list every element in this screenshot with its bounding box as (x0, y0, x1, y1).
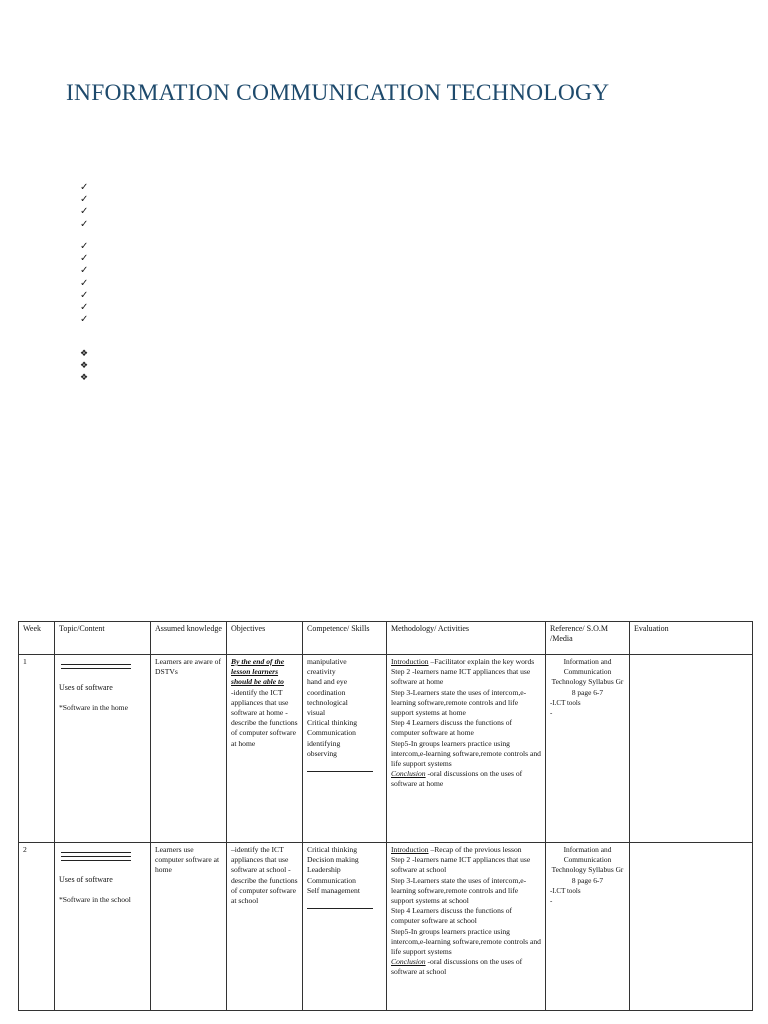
week-cell: 1 (19, 655, 55, 843)
conclusion-text: -oral discussions on the uses of software at school (391, 957, 523, 977)
skill-item: visual (307, 708, 326, 718)
checkmark-list-2 (80, 241, 88, 326)
step-label: Step5 (391, 926, 409, 936)
skill-item: Leadership (307, 865, 341, 875)
check-icon: ✓ (80, 253, 89, 265)
intro-label: Introduction (391, 845, 429, 854)
skill-item: creativity (307, 667, 336, 677)
table-row (19, 843, 753, 1011)
skill-item: Critical thinking (307, 845, 357, 854)
topic-subtitle: *Software in the school (59, 895, 131, 905)
header-assumed-knowledge: Assumed knowledge (151, 622, 227, 655)
header-evaluation: Evaluation (630, 622, 753, 655)
intro-text: –Recap of the previous lesson (428, 845, 522, 854)
step-text: -In groups learners practice using intercom,e-learning software,remote controls and life support systems (391, 738, 541, 769)
intro-label: Introduction (391, 657, 429, 666)
step-label: Step 3 (391, 687, 411, 697)
objectives-cell: –identify the ICT appliances that use software at school -describe the functions of computer software at school (227, 843, 303, 1011)
skill-item: hand and eye coordination (307, 677, 348, 697)
check-icon: ✓ (80, 218, 89, 230)
reference-cell (546, 843, 630, 1011)
diamond-bullet-icon: ❖ (80, 348, 89, 358)
step-text: Learners discuss the functions of computer software at home (391, 718, 513, 738)
divider-line (307, 908, 373, 909)
topic-subtitle: *Software in the home (59, 703, 128, 713)
skills-cell (303, 843, 387, 1011)
header-topic: Topic/Content (55, 622, 151, 655)
step-label: Step 3 (391, 875, 411, 885)
check-icon: ✓ (80, 265, 89, 277)
step-text: -learners name ICT appliances that use software at home (391, 667, 531, 687)
step-label: Step 4 (391, 906, 411, 916)
table-row (19, 655, 753, 843)
step-text: -In groups learners practice using intercom,e-learning software,remote controls and life support systems (391, 926, 541, 957)
objectives-text: -identify the ICT appliances that use software at home -describe the functions of computer software at home (231, 687, 298, 748)
step-label: Step 4 (391, 718, 411, 728)
step-label: Step5 (391, 738, 409, 748)
skill-item: Critical thinking (307, 718, 357, 728)
divider-line (307, 771, 373, 772)
step-label: Step 2 (391, 667, 411, 677)
methodology-cell (387, 655, 546, 843)
evaluation-cell (630, 843, 753, 1011)
reference-text: Information and Communication Technology Syllabus Gr 8 page 6-7 (551, 657, 624, 697)
conclusion-label: Conclusion (391, 769, 426, 779)
underline-rules (61, 852, 146, 861)
header-week: Week (19, 622, 55, 655)
diamond-bullet-icon: ❖ (80, 360, 89, 371)
reference-dash: - (550, 709, 553, 718)
check-icon: ✓ (80, 241, 89, 252)
scheme-of-work-table (18, 621, 753, 1011)
header-methodology: Methodology/ Activities (387, 622, 546, 655)
skill-item: Self management (307, 885, 360, 895)
topic-title: Uses of software (59, 875, 113, 884)
skill-item: identifying (307, 738, 341, 748)
step-text: Learners discuss the functions of computer software at school (391, 906, 513, 926)
reference-cell (546, 655, 630, 843)
reference-text: Information and Communication Technology Syllabus Gr 8 page 6-7 (551, 845, 624, 885)
skill-item: observing (307, 748, 337, 758)
step-text: -learners name ICT appliances that use software at school (391, 855, 531, 875)
skill-item: manipulative (307, 657, 347, 666)
check-icon: ✓ (80, 289, 89, 301)
topic-cell (55, 655, 151, 843)
check-icon: ✓ (80, 301, 89, 313)
underline-rules (61, 664, 146, 669)
skills-cell (303, 655, 387, 843)
step-text: -Learners state the uses of intercom,e-learning software,remote controls and life support systems at school (391, 875, 527, 906)
intro-text: –Facilitator explain the key words (428, 657, 535, 666)
objectives-heading: By the end of the lesson learners should be able to (231, 657, 285, 687)
skill-item: technological (307, 697, 348, 707)
skill-item: Decision making (307, 855, 359, 865)
reference-dash: - (550, 897, 553, 906)
check-icon: ✓ (80, 182, 89, 193)
header-reference: Reference/ S.O.M /Media (546, 622, 630, 655)
header-competence: Competence/ Skills (303, 622, 387, 655)
diamond-bullet-list (80, 347, 88, 384)
conclusion-text: -oral discussions on the uses of software at home (391, 769, 523, 789)
header-objectives: Objectives (227, 622, 303, 655)
check-icon: ✓ (80, 314, 89, 326)
conclusion-label: Conclusion (391, 957, 426, 967)
week-cell: 2 (19, 843, 55, 1011)
diamond-bullet-icon: ❖ (80, 372, 89, 383)
table-header-row (19, 622, 753, 655)
check-icon: ✓ (80, 277, 89, 289)
assumed-knowledge-cell: Learners use computer software at home (151, 843, 227, 1011)
assumed-knowledge-cell: Learners are aware of DSTVs (151, 655, 227, 843)
topic-title: Uses of software (59, 683, 113, 692)
checkmark-list-1 (80, 182, 88, 231)
reference-tools: -I.CT tools (550, 698, 581, 707)
evaluation-cell (630, 655, 753, 843)
topic-cell (55, 843, 151, 1011)
skill-item: Communication (307, 728, 356, 738)
skill-item: Communication (307, 875, 356, 885)
document-title: INFORMATION COMMUNICATION TECHNOLOGY (66, 80, 610, 106)
step-label: Step 2 (391, 855, 411, 865)
check-icon: ✓ (80, 194, 89, 206)
check-icon: ✓ (80, 206, 89, 218)
step-text: -Learners state the uses of intercom,e-learning software,remote controls and life support systems at home (391, 687, 527, 718)
objectives-cell (227, 655, 303, 843)
methodology-cell (387, 843, 546, 1011)
reference-tools: -I.CT tools (550, 886, 581, 895)
